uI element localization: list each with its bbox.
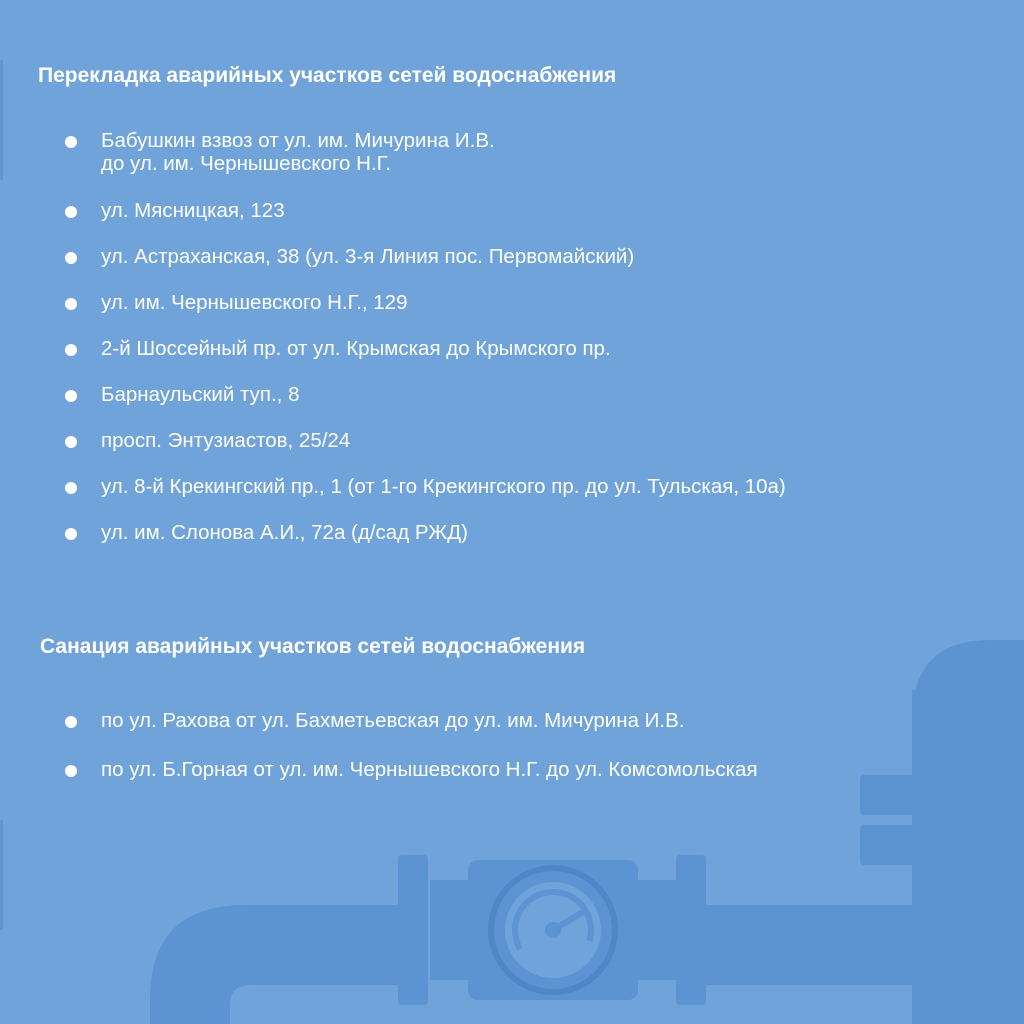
list-item [65,291,786,314]
list-item-text: ул. Астраханская, 38 (ул. 3-я Линия пос. Первомайский) [101,245,635,268]
bullet-icon [65,528,77,540]
bullet-icon [65,765,77,777]
bullet-icon [65,390,77,402]
bullet-icon [65,482,77,494]
list-item-text: ул. Мясницкая, 123 [101,199,285,222]
bullet-icon [65,344,77,356]
section-title-relaying: Перекладка аварийных участков сетей водоснабжения [38,64,617,87]
list-item [65,429,786,452]
list-item-text: Бабушкин взвоз от ул. им. Мичурина И.В. до ул. им. Чернышевского Н.Г. [101,129,495,175]
list-item [65,199,786,222]
list-item-text: просп. Энтузиастов, 25/24 [101,429,351,452]
list-item [65,521,786,544]
bullet-icon [65,716,77,728]
list-item [65,758,758,781]
list-item-text: ул. им. Чернышевского Н.Г., 129 [101,291,408,314]
list-item [65,245,786,268]
list-item-text: ул. 8-й Крекингский пр., 1 (от 1-го Крекингского пр. до ул. Тульская, 10а) [101,475,786,498]
bullet-icon [65,136,77,148]
list-item [65,709,758,732]
bullet-icon [65,206,77,218]
section-title-sanitation: Санация аварийных участков сетей водоснабжения [40,635,586,658]
list-item-text: по ул. Рахова от ул. Бахметьевская до ул. им. Мичурина И.В. [101,709,685,732]
list-item [65,129,786,175]
relaying-list [65,129,786,567]
bullet-icon [65,252,77,264]
list-item [65,383,786,406]
list-item-text: ул. им. Слонова А.И., 72а (д/сад РЖД) [101,521,468,544]
bullet-icon [65,436,77,448]
sanitation-list [65,709,758,807]
list-item-text: по ул. Б.Горная от ул. им. Чернышевского Н.Г. до ул. Комсомольская [101,758,758,781]
list-item-text: Барнаульский туп., 8 [101,383,300,406]
list-item [65,475,786,498]
list-item [65,337,786,360]
bullet-icon [65,298,77,310]
list-item-text: 2-й Шоссейный пр. от ул. Крымская до Крымского пр. [101,337,611,360]
